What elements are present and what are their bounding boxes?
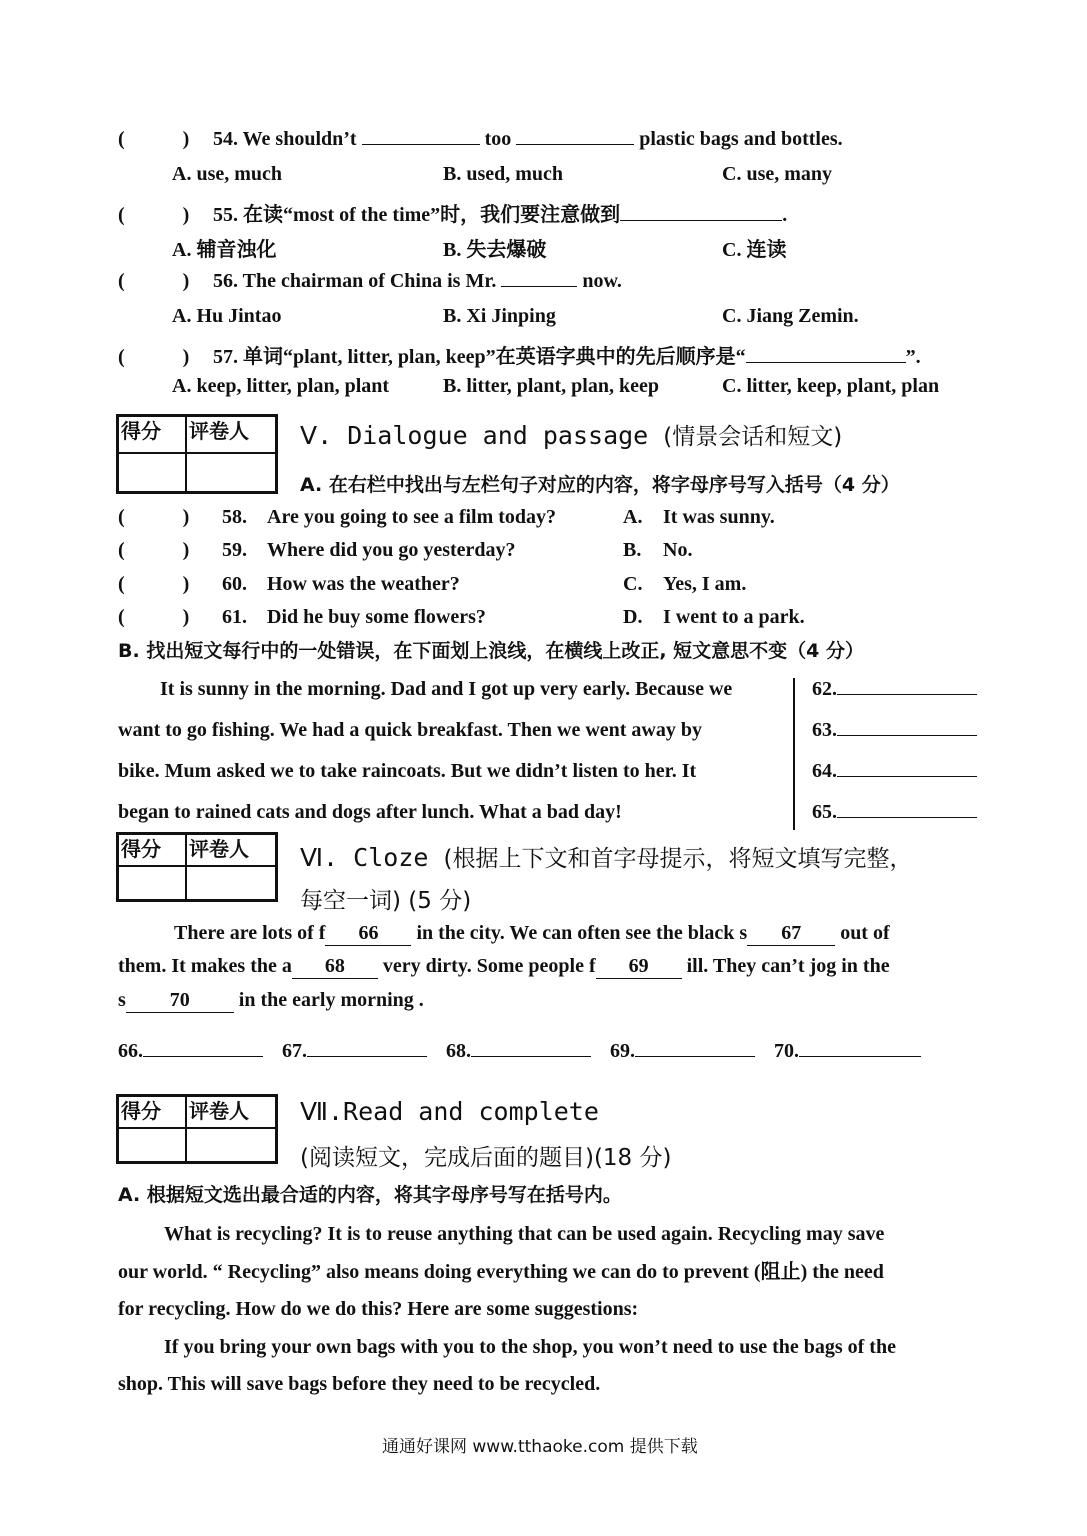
cloze-blank-67[interactable]: 67 <box>747 922 835 946</box>
grader-cell[interactable] <box>187 867 275 899</box>
section-5-title-cn: (情景会话和短文) <box>663 424 843 450</box>
match-left: Are you going to see a film today? <box>267 506 557 528</box>
section-6-title-cn: (根据上下文和首字母提示，将短文填写完整， <box>443 846 913 872</box>
question-57 <box>118 340 921 369</box>
cloze-line-3 <box>118 989 424 1013</box>
correction-answers <box>812 669 977 833</box>
answer-blank[interactable] <box>635 1055 755 1057</box>
q55-blank <box>620 219 782 221</box>
cloze-text: them. It makes the a <box>118 955 292 977</box>
score-label: 得分 <box>119 417 187 454</box>
q55-option-a: A. 辅音浊化 <box>172 239 277 261</box>
score-cell[interactable] <box>119 1129 187 1161</box>
answer-blank[interactable] <box>837 816 977 818</box>
answer-number: 66. <box>118 1040 143 1062</box>
match-letter: D. <box>623 606 643 628</box>
match-right: It was sunny. <box>663 506 775 528</box>
match-row: ( ) 58. Are you going to see a film today? A. It was sunny. <box>118 506 775 528</box>
answer-number: 70. <box>774 1040 799 1062</box>
passage-line: for recycling. How do we do this? Here are some suggestions: <box>118 1298 639 1320</box>
cloze-line-1 <box>174 922 890 946</box>
q54-text-b: too <box>484 128 512 150</box>
section-5-part-b: B. 找出短文每行中的一处错误，在下面划上浪线，在横线上改正, 短文意思不变（4 分） <box>118 640 864 662</box>
match-letter: C. <box>623 573 643 595</box>
score-box-6 <box>116 832 278 902</box>
q57-blank <box>746 361 906 363</box>
answer-paren: ( ) <box>118 270 190 292</box>
section-6-title <box>300 840 912 873</box>
cloze-blank-66[interactable]: 66 <box>325 922 411 946</box>
cloze-text: There are lots of f <box>174 922 326 944</box>
q54-blank-2 <box>516 143 634 145</box>
reading-passage <box>118 1216 896 1404</box>
answer-number: 64. <box>812 760 837 782</box>
match-left: Did he buy some flowers? <box>267 606 486 628</box>
answer-blank[interactable] <box>799 1055 921 1057</box>
passage-line: It is sunny in the morning. Dad and I got up very early. Because we <box>160 678 733 700</box>
q56-text-b: now. <box>582 270 622 292</box>
answer-number: 62. <box>812 678 837 700</box>
score-cell[interactable] <box>119 867 187 899</box>
error-passage <box>118 669 732 833</box>
q56-text-a: 56. The chairman of China is Mr. <box>213 270 497 292</box>
answer-blank[interactable] <box>837 775 977 777</box>
match-number: 59. <box>222 539 247 561</box>
question-54 <box>118 128 843 151</box>
answer-blank[interactable] <box>143 1055 263 1057</box>
answer-number: 67. <box>282 1040 307 1062</box>
cloze-text: s <box>118 989 126 1011</box>
cloze-blank-70[interactable]: 70 <box>126 989 234 1013</box>
q57-option-b: B. litter, plant, plan, keep <box>443 375 659 397</box>
answer-paren: ( ) <box>118 346 190 368</box>
answer-number: 68. <box>446 1040 471 1062</box>
q56-blank <box>501 285 577 287</box>
match-left: Where did you go yesterday? <box>267 539 516 561</box>
cloze-blank-69[interactable]: 69 <box>596 955 682 979</box>
q54-option-a: A. use, much <box>172 163 283 185</box>
cloze-blank-68[interactable]: 68 <box>292 955 378 979</box>
match-letter: A. <box>623 506 643 528</box>
section-5-title-en: Ⅴ. Dialogue and passage <box>300 421 649 450</box>
q55-option-b: B. 失去爆破 <box>443 239 547 261</box>
q56-option-a: A. Hu Jintao <box>172 305 282 327</box>
score-label: 得分 <box>119 1097 187 1129</box>
q54-option-c: C. use, many <box>722 163 833 185</box>
q55-end: . <box>782 204 788 226</box>
score-box-7 <box>116 1094 278 1164</box>
score-box-5 <box>116 414 278 494</box>
q55-option-c: C. 连读 <box>722 239 787 261</box>
grader-cell[interactable] <box>187 454 275 491</box>
answer-number: 69. <box>610 1040 635 1062</box>
divider-line <box>793 678 795 830</box>
answer-paren: ( ) <box>118 204 190 226</box>
answer-blank[interactable] <box>837 693 977 695</box>
match-row: ( ) 60. How was the weather? C. Yes, I am. <box>118 573 747 595</box>
answer-blank[interactable] <box>307 1055 427 1057</box>
q56-option-b: B. Xi Jinping <box>443 305 556 327</box>
match-row: ( ) 61. Did he buy some flowers? D. I went to a park. <box>118 606 805 628</box>
match-number: 61. <box>222 606 247 628</box>
match-left: How was the weather? <box>267 573 460 595</box>
grader-label: 评卷人 <box>187 1097 275 1129</box>
section-5-title <box>300 418 842 451</box>
section-6-title-en: Ⅵ. Cloze <box>300 843 429 872</box>
score-cell[interactable] <box>119 454 187 491</box>
passage-line: bike. Mum asked we to take raincoats. But we didn’t listen to her. It <box>118 760 697 782</box>
q57-end: ”. <box>905 346 921 368</box>
answer-paren: ( ) <box>118 128 190 150</box>
passage-line: our world. “ Recycling” also means doing everything we can do to prevent (阻止) the need <box>118 1260 884 1283</box>
score-label: 得分 <box>119 835 187 867</box>
cloze-line-2 <box>118 955 890 979</box>
passage-line: began to rained cats and dogs after lunch. What a bad day! <box>118 801 622 823</box>
q55-text: 55. 在读“most of the time”时，我们要注意做到 <box>213 204 621 226</box>
cloze-answers <box>118 1040 921 1063</box>
answer-number: 65. <box>812 801 837 823</box>
section-7-title: Ⅶ.Read and complete <box>300 1097 599 1126</box>
grader-cell[interactable] <box>187 1129 275 1161</box>
footer-download-note: 通通好课网 www.tthaoke.com 提供下载 <box>382 1437 698 1457</box>
answer-number: 63. <box>812 719 837 741</box>
grader-label: 评卷人 <box>187 417 275 454</box>
match-number: 58. <box>222 506 247 528</box>
passage-line: What is recycling? It is to reuse anything that can be used again. Recycling may save <box>164 1223 885 1245</box>
match-right: Yes, I am. <box>663 573 747 595</box>
cloze-text: very dirty. Some people f <box>382 955 596 977</box>
question-55 <box>118 198 787 227</box>
q57-option-c: C. litter, keep, plant, plan <box>722 375 940 397</box>
match-right: I went to a park. <box>663 606 805 628</box>
q54-option-b: B. used, much <box>443 163 564 185</box>
section-7-title-cn: (阅读短文，完成后面的题目)(18 分) <box>300 1145 672 1171</box>
section-7-part-a: A. 根据短文选出最合适的内容，将其字母序号写在括号内。 <box>118 1184 622 1206</box>
passage-line: want to go fishing. We had a quick breakfast. Then we went away by <box>118 719 702 741</box>
section-6-title-cn2: 每空一词) (5 分) <box>300 888 472 914</box>
match-letter: B. <box>623 539 642 561</box>
match-row: ( ) 59. Where did you go yesterday? B. No. <box>118 539 693 561</box>
grader-label: 评卷人 <box>187 835 275 867</box>
match-number: 60. <box>222 573 247 595</box>
section-5-part-a: A. 在右栏中找出与左栏句子对应的内容，将字母序号写入括号（4 分） <box>300 474 900 496</box>
cloze-text: ill. They can’t jog in the <box>686 955 890 977</box>
answer-blank[interactable] <box>471 1055 591 1057</box>
answer-blank[interactable] <box>837 734 977 736</box>
q54-text-c: plastic bags and bottles. <box>639 128 843 150</box>
q57-option-a: A. keep, litter, plan, plant <box>172 375 390 397</box>
q54-blank-1 <box>362 143 480 145</box>
match-right: No. <box>663 539 693 561</box>
cloze-text: out of <box>840 922 890 944</box>
q56-option-c: C. Jiang Zemin. <box>722 305 859 327</box>
cloze-text: in the early morning . <box>238 989 424 1011</box>
question-56 <box>118 270 622 293</box>
cloze-text: in the city. We can often see the black s <box>416 922 748 944</box>
q57-text: 57. 单词“plant, litter, plan, keep”在英语字典中的先后顺序是“ <box>213 346 746 368</box>
passage-line: shop. This will save bags before they need to be recycled. <box>118 1373 601 1395</box>
passage-line: If you bring your own bags with you to the shop, you won’t need to use the bags of the <box>164 1335 896 1358</box>
q54-text-a: 54. We shouldn’t <box>213 128 357 150</box>
